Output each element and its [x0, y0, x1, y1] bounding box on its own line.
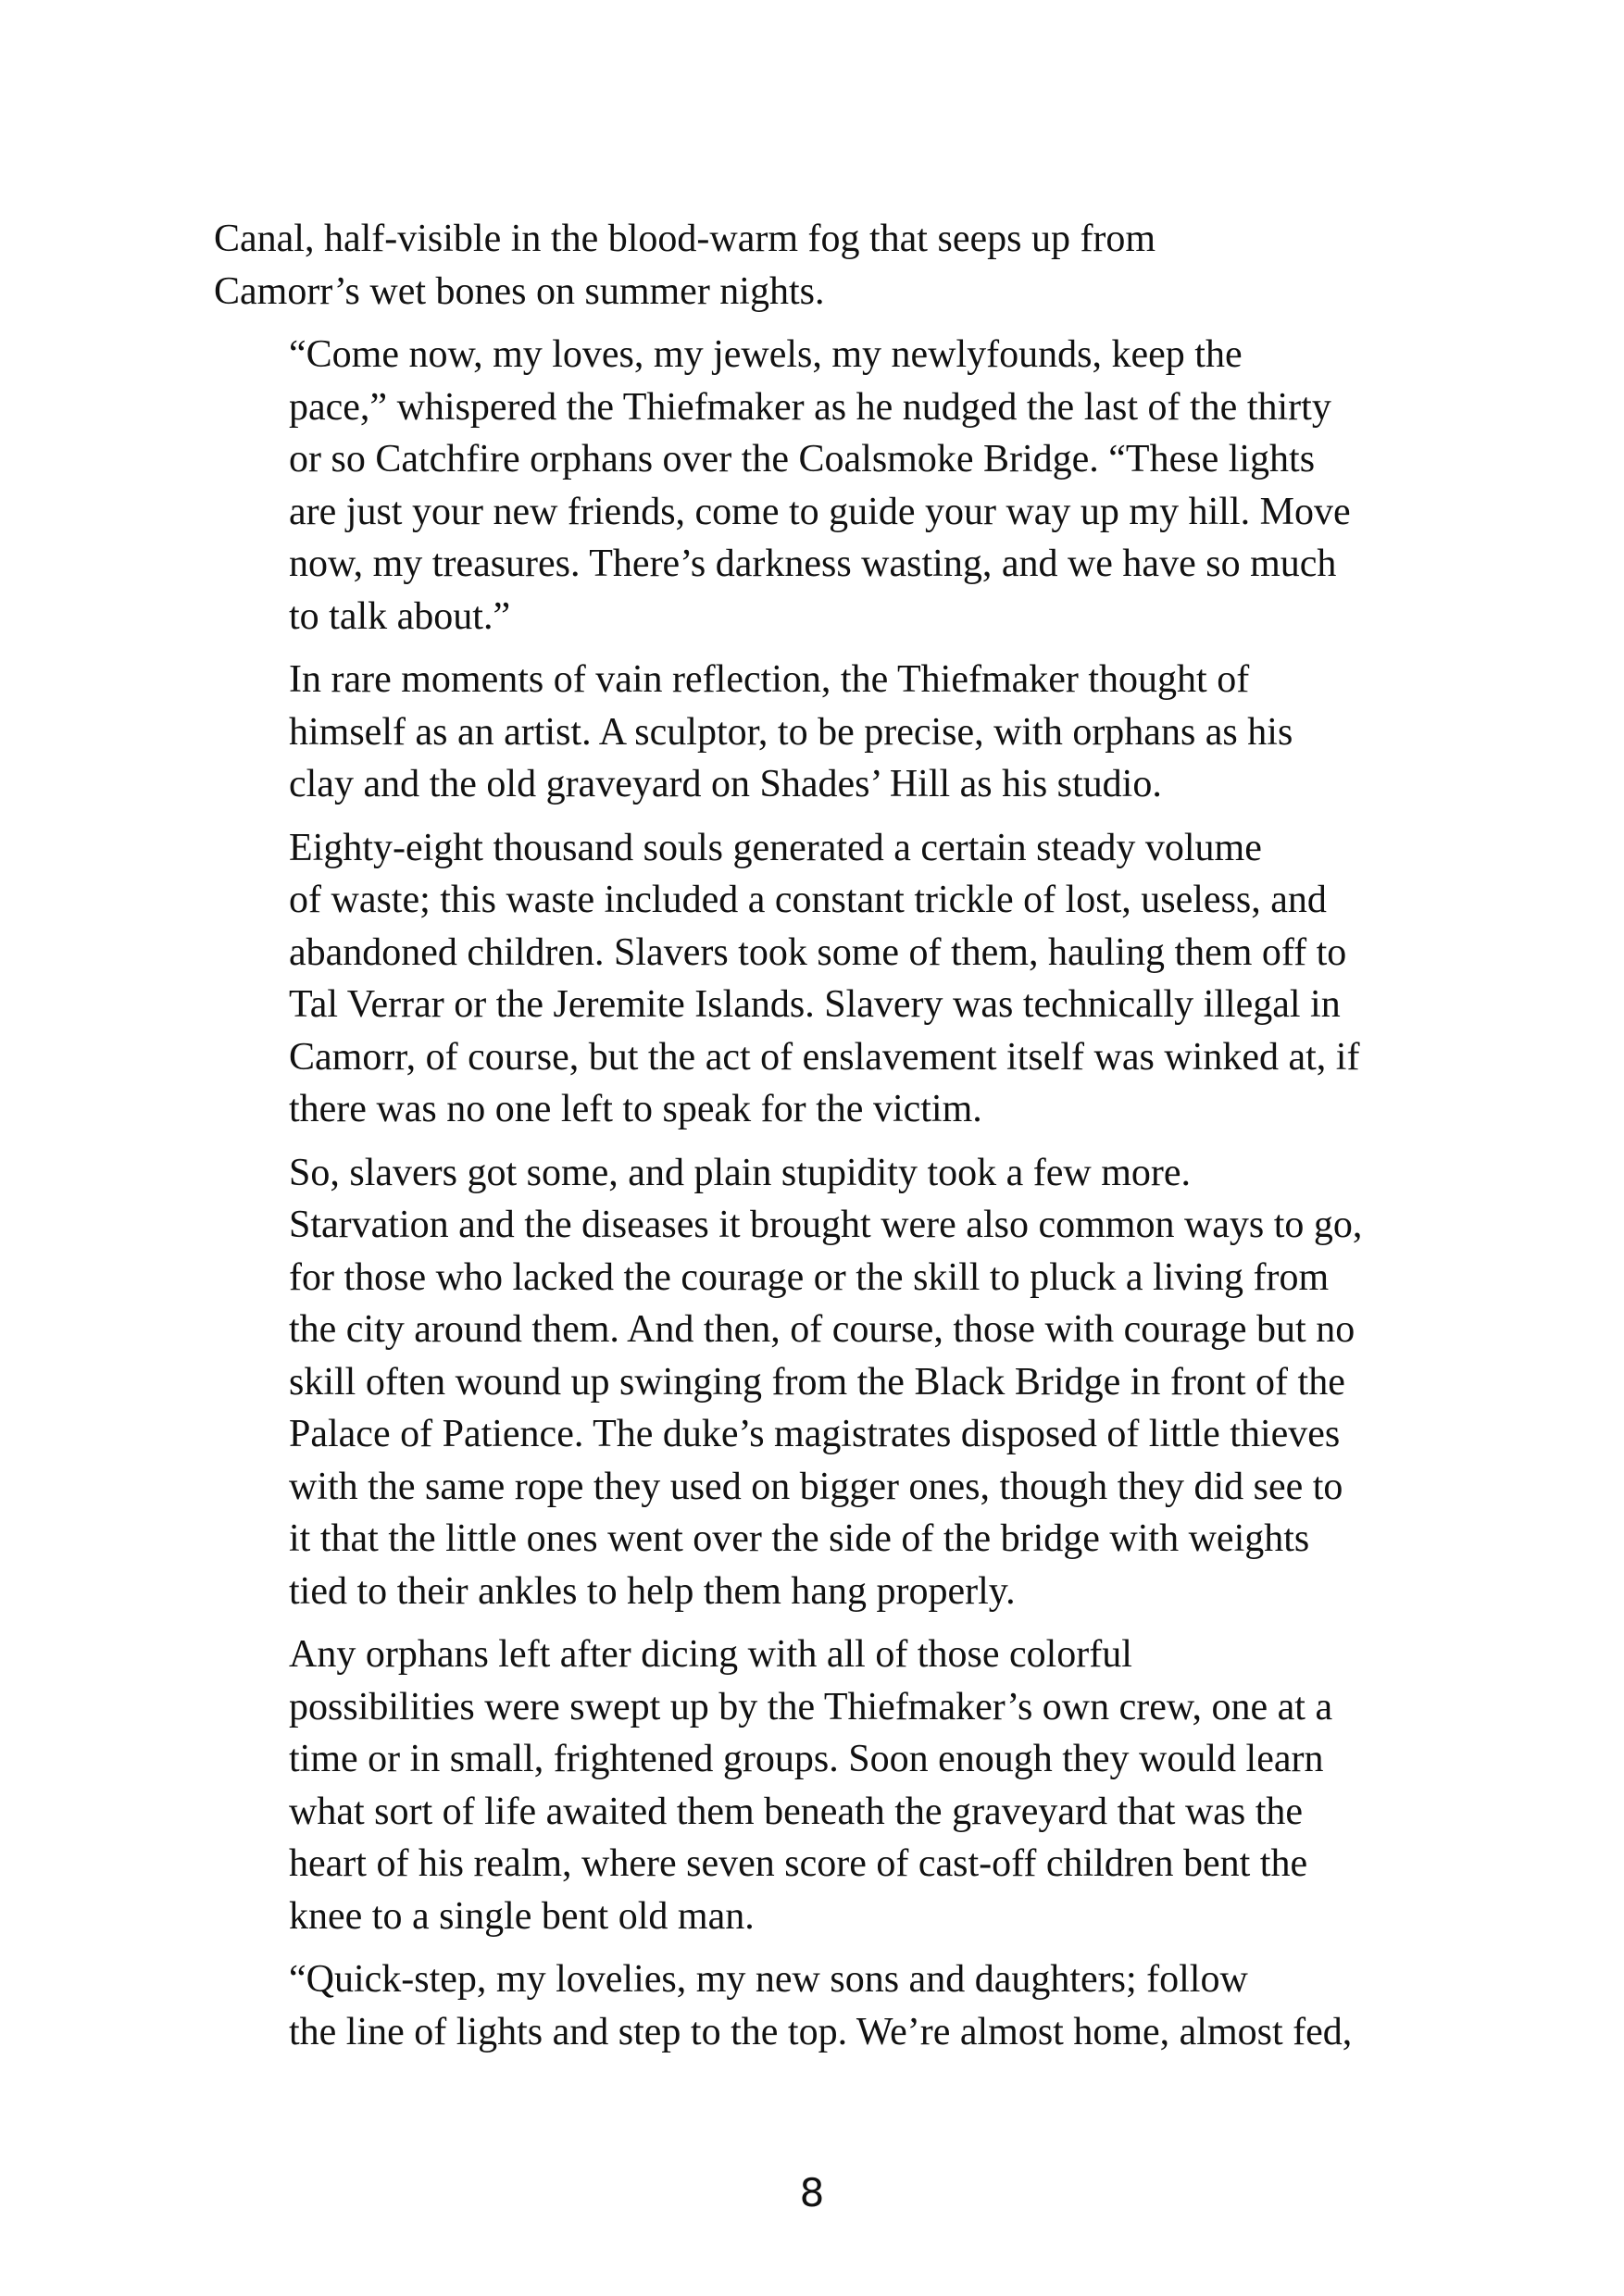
text-line: Eighty-eight thousand souls generated a certain steady volume — [289, 826, 1262, 869]
text-line: or so Catchfire orphans over the Coalsmoke Bridge. “These lights — [289, 438, 1316, 480]
text-line: time or in small, frightened groups. Soon enough they would learn — [289, 1738, 1324, 1780]
text-line: Tal Verrar or the Jeremite Islands. Slavery was technically illegal in — [289, 983, 1341, 1026]
text-line: tied to their ankles to help them hang properly. — [289, 1569, 1016, 1613]
paragraph — [214, 654, 1418, 811]
text-line: Canal, half-visible in the blood-warm fog that seeps up from — [214, 218, 1156, 260]
text-line: the city around them. And then, of course, those with courage but no — [289, 1308, 1355, 1351]
paragraph — [214, 1953, 1418, 2058]
text-line: Palace of Patience. The duke’s magistrates disposed of little thieves — [289, 1413, 1341, 1455]
text-line: abandoned children. Slavers took some of them, hauling them off to — [289, 930, 1347, 974]
text-line: with the same rope they used on bigger ones, though they did see to — [289, 1465, 1343, 1508]
paragraph — [214, 329, 1418, 643]
text-line: pace,” whispered the Thiefmaker as he nudged the last of the thirty — [289, 385, 1331, 429]
text-line: the line of lights and step to the top. We’re almost home, almost fed, — [289, 2010, 1353, 2053]
page-number: 8 — [799, 2170, 825, 2215]
paragraph — [214, 1147, 1418, 1618]
text-line: to talk about.” — [289, 594, 511, 638]
text-line: what sort of life awaited them beneath the graveyard that was the — [289, 1790, 1304, 1833]
text-line: knee to a single bent old man. — [289, 1894, 755, 1938]
text-line: Camorr, of course, but the act of enslavement itself was winked at, if — [289, 1035, 1360, 1079]
text-line: clay and the old graveyard on Shades’ Hill as his studio. — [289, 763, 1162, 805]
paragraph — [214, 213, 1418, 318]
text-line: In rare moments of vain reflection, the Thiefmaker thought of — [289, 658, 1250, 701]
text-line: “Quick-step, my lovelies, my new sons and daughters; follow — [289, 1958, 1248, 2001]
text-line: possibilities were swept up by the Thiefmaker’s own crew, one at a — [289, 1685, 1333, 1728]
text-line: himself as an artist. A sculptor, to be precise, with orphans as his — [289, 710, 1293, 754]
text-line: “Come now, my loves, my jewels, my newlyfounds, keep the — [289, 333, 1243, 376]
text-line: there was no one left to speak for the victim. — [289, 1088, 982, 1130]
text-line: of waste; this waste included a constant trickle of lost, useless, and — [289, 879, 1327, 921]
text-line: So, slavers got some, and plain stupidity took a few more. — [289, 1151, 1192, 1194]
text-line: now, my treasures. There’s darkness wasting, and we have so much — [289, 543, 1337, 585]
text-line: Any orphans left after dicing with all of those colorful — [289, 1633, 1132, 1676]
text-line: it that the little ones went over the side of the bridge with weights — [289, 1517, 1310, 1560]
body-text — [214, 213, 1418, 2069]
text-line: skill often wound up swinging from the Black Bridge in front of the — [289, 1360, 1345, 1404]
text-line: are just your new friends, come to guide your way up my hill. Move — [289, 490, 1351, 533]
text-line: Starvation and the diseases it brought were also common ways to go, — [289, 1204, 1363, 1246]
text-line: heart of his realm, where seven score of cast-off children bent the — [289, 1842, 1308, 1885]
paragraph — [214, 822, 1418, 1136]
text-line: for those who lacked the courage or the skill to pluck a living from — [289, 1255, 1330, 1299]
paragraph — [214, 1628, 1418, 1942]
text-line: Camorr’s wet bones on summer nights. — [214, 269, 825, 313]
